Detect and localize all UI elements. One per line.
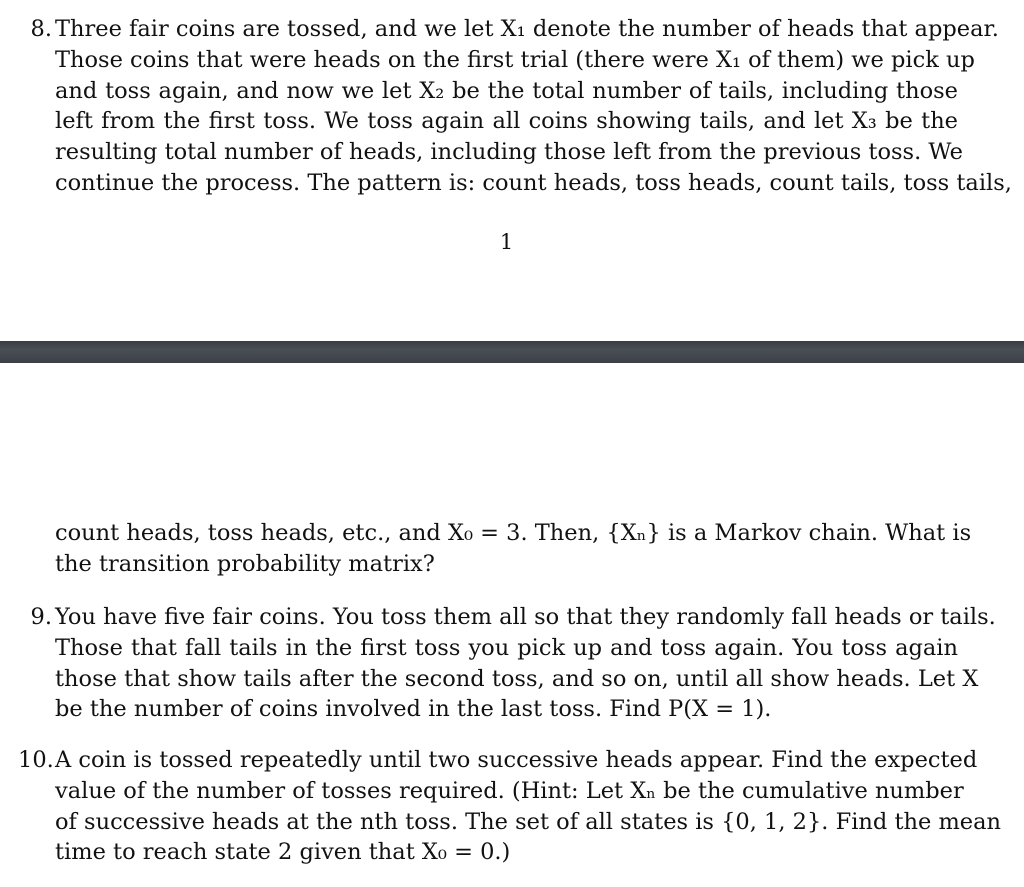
text-line: of successive heads at the nth toss. The set of all states is {0, 1, 2}. Find the mean: [55, 808, 1001, 835]
problem-text: [55, 14, 1012, 199]
text-line: continue the process. The pattern is: count heads, toss heads, count tails, toss tails,: [55, 169, 1012, 196]
problem-text: [55, 745, 1001, 868]
text-line: and toss again, and now we let X₂ be the total number of tails, including those: [55, 77, 958, 104]
text-line: the transition probability matrix?: [55, 550, 435, 577]
page-top: [0, 0, 1024, 341]
text-line: A coin is tossed repeatedly until two successive heads appear. Find the expected: [55, 747, 978, 773]
problem-number: 9.: [30, 604, 52, 630]
text-line: You have five fair coins. You toss them all so that they randomly fall heads or tails.: [55, 604, 996, 630]
text-line: left from the first toss. We toss again all coins showing tails, and let X₃ be the: [55, 108, 958, 135]
text-line: value of the number of tosses required. (Hint: Let Xₙ be the cumulative number: [55, 777, 964, 804]
problem-10: [18, 745, 1001, 868]
page-divider: [0, 341, 1024, 363]
problem-8: [18, 14, 1012, 199]
problem-number: 8.: [30, 16, 52, 42]
text-line: Those coins that were heads on the first trial (there were X₁ of them) we pick up: [55, 46, 975, 73]
text-line: count heads, toss heads, etc., and X₀ = 3. Then, {Xₙ} is a Markov chain. What is: [55, 520, 972, 546]
text-line: Those that fall tails in the first toss you pick up and toss again. You toss again: [55, 634, 958, 661]
problem-number: 10.: [18, 747, 54, 773]
text-line: resulting total number of heads, including those left from the previous toss. We: [55, 139, 963, 166]
page-bottom: [0, 363, 1024, 887]
problem-9: [18, 602, 996, 725]
text-line: Three fair coins are tossed, and we let X₁ denote the number of heads that appear.: [55, 16, 999, 42]
text-line: time to reach state 2 given that X₀ = 0.): [55, 839, 511, 866]
page-number: 1: [499, 230, 514, 254]
problem-8-continued: [18, 518, 972, 580]
problem-text: [55, 518, 972, 580]
text-line: be the number of coins involved in the last toss. Find P(X = 1).: [55, 696, 772, 723]
text-line: those that show tails after the second toss, and so on, until all show heads. Let X: [55, 665, 979, 692]
problem-text: [55, 602, 996, 725]
